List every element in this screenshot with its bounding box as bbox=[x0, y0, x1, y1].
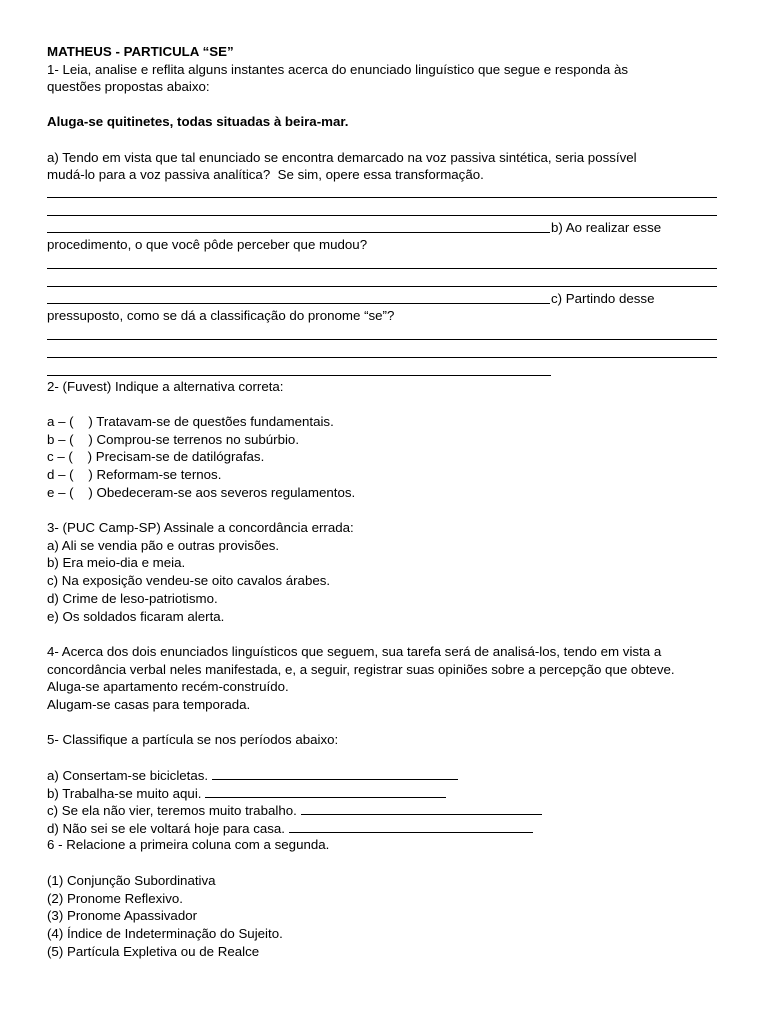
page-title: MATHEUS - PARTICULA “SE” bbox=[47, 44, 234, 59]
answer-line[interactable] bbox=[47, 268, 717, 269]
q4-line-1: 4- Acerca dos dois enunciados linguísticos que seguem, sua tarefa será de analisá-los, tendo em vista a bbox=[47, 644, 662, 659]
q1-b-line-2: procedimento, o que você pôde perceber que mudou? bbox=[47, 237, 368, 252]
q1-c-line-2: pressuposto, como se dá a classificação do pronome “se”? bbox=[47, 308, 395, 323]
q5-item-d-text: d) Não sei se ele voltará hoje para casa. bbox=[47, 821, 289, 836]
q6-item-2: (2) Pronome Reflexivo. bbox=[47, 891, 183, 906]
q5-answer-line-d[interactable] bbox=[289, 821, 533, 833]
answer-line[interactable] bbox=[47, 375, 551, 376]
q5-title: 5- Classifique a partícula se nos períodos abaixo: bbox=[47, 732, 339, 747]
q3-option-c: c) Na exposição vendeu-se oito cavalos árabes. bbox=[47, 573, 331, 588]
q5-item-c bbox=[47, 802, 542, 819]
q2-option-b[interactable]: b – ( ) Comprou-se terrenos no subúrbio. bbox=[47, 432, 300, 447]
q2-option-d[interactable]: d – ( ) Reformam-se ternos. bbox=[47, 467, 222, 482]
answer-line[interactable] bbox=[47, 286, 717, 287]
q1-intro-line-2: questões propostas abaixo: bbox=[47, 79, 210, 94]
q3-option-e: e) Os soldados ficaram alerta. bbox=[47, 609, 225, 624]
q1-statement: Aluga-se quitinetes, todas situadas à beira-mar. bbox=[47, 114, 349, 129]
q3-option-a: a) Ali se vendia pão e outras provisões. bbox=[47, 538, 280, 553]
q3-option-b: b) Era meio-dia e meia. bbox=[47, 555, 186, 570]
q5-item-c-text: c) Se ela não vier, teremos muito trabalho. bbox=[47, 803, 301, 818]
q6-item-5: (5) Partícula Expletiva ou de Realce bbox=[47, 944, 260, 959]
q5-item-d bbox=[47, 820, 533, 837]
q5-item-a bbox=[47, 767, 458, 784]
q5-item-a-text: a) Consertam-se bicicletas. bbox=[47, 768, 212, 783]
q4-line-2: concordância verbal neles manifestada, e, a seguir, registrar suas opiniões sobre a percepção que obteve. bbox=[47, 662, 675, 677]
q3-option-d: d) Crime de leso-patriotismo. bbox=[47, 591, 218, 606]
q1-intro-line-1: 1- Leia, analise e reflita alguns instantes acerca do enunciado linguístico que segue e responda às bbox=[47, 62, 629, 77]
answer-line[interactable] bbox=[47, 232, 550, 233]
answer-line[interactable] bbox=[47, 303, 550, 304]
answer-line[interactable] bbox=[47, 357, 717, 358]
q1-a-line-1: a) Tendo em vista que tal enunciado se encontra demarcado na voz passiva sintética, seria possível bbox=[47, 150, 637, 165]
answer-line[interactable] bbox=[47, 197, 717, 198]
q1-c-line-1: c) Partindo desse bbox=[551, 291, 655, 306]
q2-option-a[interactable]: a – ( ) Tratavam-se de questões fundamentais. bbox=[47, 414, 334, 429]
q6-item-1: (1) Conjunção Subordinativa bbox=[47, 873, 216, 888]
q3-title: 3- (PUC Camp-SP) Assinale a concordância errada: bbox=[47, 520, 354, 535]
q5-item-b-text: b) Trabalha-se muito aqui. bbox=[47, 786, 206, 801]
q4-example-2: Alugam-se casas para temporada. bbox=[47, 697, 251, 712]
q5-answer-line-a[interactable] bbox=[212, 768, 458, 780]
q2-title: 2- (Fuvest) Indique a alternativa correta: bbox=[47, 379, 284, 394]
q6-item-4: (4) Índice de Indeterminação do Sujeito. bbox=[47, 926, 283, 941]
q2-option-c[interactable]: c – ( ) Precisam-se de datilógrafas. bbox=[47, 449, 265, 464]
answer-line[interactable] bbox=[47, 339, 717, 340]
q1-a-line-2: mudá-lo para a voz passiva analítica? Se sim, opere essa transformação. bbox=[47, 167, 484, 182]
answer-line[interactable] bbox=[47, 215, 717, 216]
q5-answer-line-c[interactable] bbox=[301, 803, 542, 815]
q5-item-b bbox=[47, 785, 446, 802]
q6-title: 6 - Relacione a primeira coluna com a segunda. bbox=[47, 837, 330, 852]
q1-b-line-1: b) Ao realizar esse bbox=[551, 220, 662, 235]
q6-item-3: (3) Pronome Apassivador bbox=[47, 908, 198, 923]
q2-option-e[interactable]: e – ( ) Obedeceram-se aos severos regulamentos. bbox=[47, 485, 356, 500]
q4-example-1: Aluga-se apartamento recém-construído. bbox=[47, 679, 289, 694]
q5-answer-line-b[interactable] bbox=[205, 786, 446, 798]
